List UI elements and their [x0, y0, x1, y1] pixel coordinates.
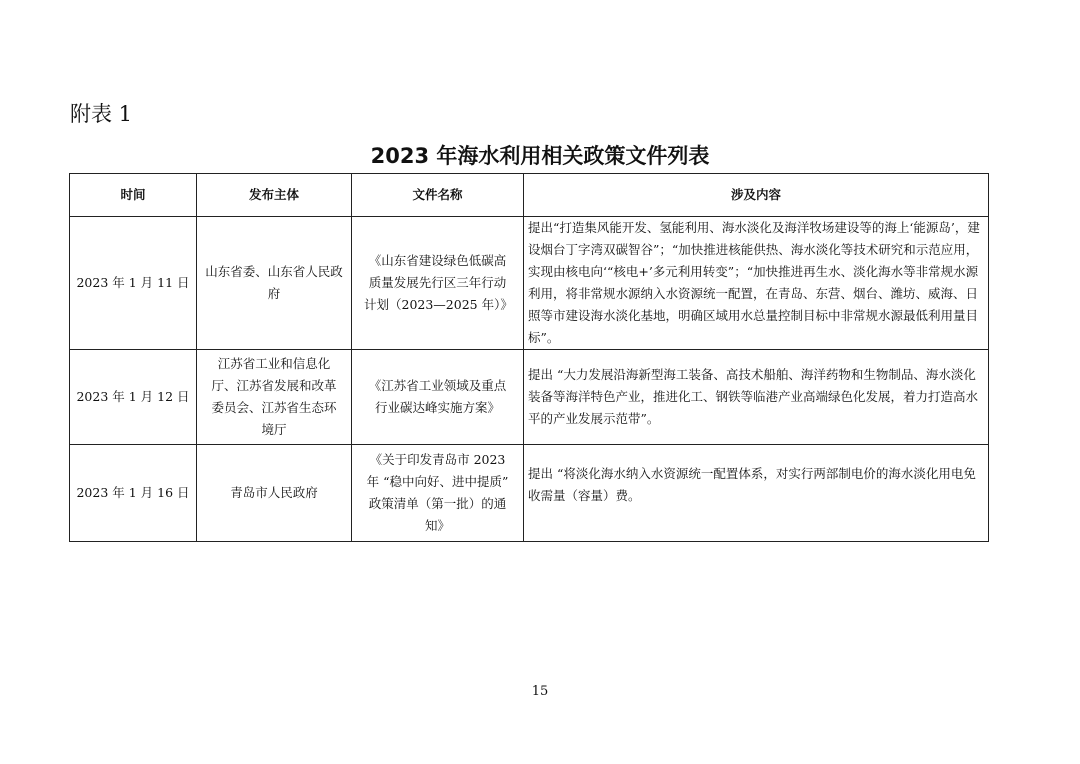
document-title: 2023 年海水利用相关政策文件列表	[370, 144, 710, 168]
cell-content: 提出 “大力发展沿海新型海工装备、高技术船舶、海洋药物和生物制品、海水淡化装备等海洋特色产业，推进化工、钢铁等临港产业高端绿色化发展，着力打造高水平的产业发展示范带”。	[524, 350, 989, 445]
cell-date: 2023 年 1 月 11 日	[70, 217, 197, 350]
cell-content: 提出“打造集风能开发、氢能利用、海水淡化及海洋牧场建设等的海上‘能源岛’，建设烟台丁字湾双碳智谷”；“加快推进核能供热、海水淡化等技术研究和示范应用，实现由核电向‘“核电+’多元利用转变”；“加快推进再生水、淡化海水等非常规水源利用，将非常规水源纳入水资源统一配置，在青岛、东营、烟台、潍坊、威海、日照等市建设海水淡化基地，明确区域用水总量控制目标中非常规水源最低利用量目标”。	[524, 217, 989, 350]
cell-issuer: 青岛市人民政府	[197, 445, 352, 542]
table-row	[70, 350, 989, 445]
cell-document: 《山东省建设绿色低碳高质量发展先行区三年行动计划（2023—2025 年）》	[352, 217, 524, 350]
cell-document: 《江苏省工业领域及重点行业碳达峰实施方案》	[352, 350, 524, 445]
header-date: 时间	[70, 174, 197, 217]
table-header-row	[70, 174, 989, 217]
header-content: 涉及内容	[524, 174, 989, 217]
policy-table	[69, 173, 989, 542]
table-row	[70, 445, 989, 542]
cell-issuer: 山东省委、山东省人民政府	[197, 217, 352, 350]
cell-issuer: 江苏省工业和信息化厅、江苏省发展和改革委员会、江苏省生态环境厅	[197, 350, 352, 445]
header-issuer: 发布主体	[197, 174, 352, 217]
table-row	[70, 217, 989, 350]
header-document: 文件名称	[352, 174, 524, 217]
cell-date: 2023 年 1 月 12 日	[70, 350, 197, 445]
cell-content: 提出 “将淡化海水纳入水资源统一配置体系，对实行两部制电价的海水淡化用电免收需量（容量）费。	[524, 445, 989, 542]
page-number: 15	[531, 684, 549, 699]
cell-date: 2023 年 1 月 16 日	[70, 445, 197, 542]
cell-document: 《关于印发青岛市 2023 年 “稳中向好、进中提质” 政策清单（第一批）的通知》	[352, 445, 524, 542]
appendix-label: 附表 1	[70, 102, 133, 126]
